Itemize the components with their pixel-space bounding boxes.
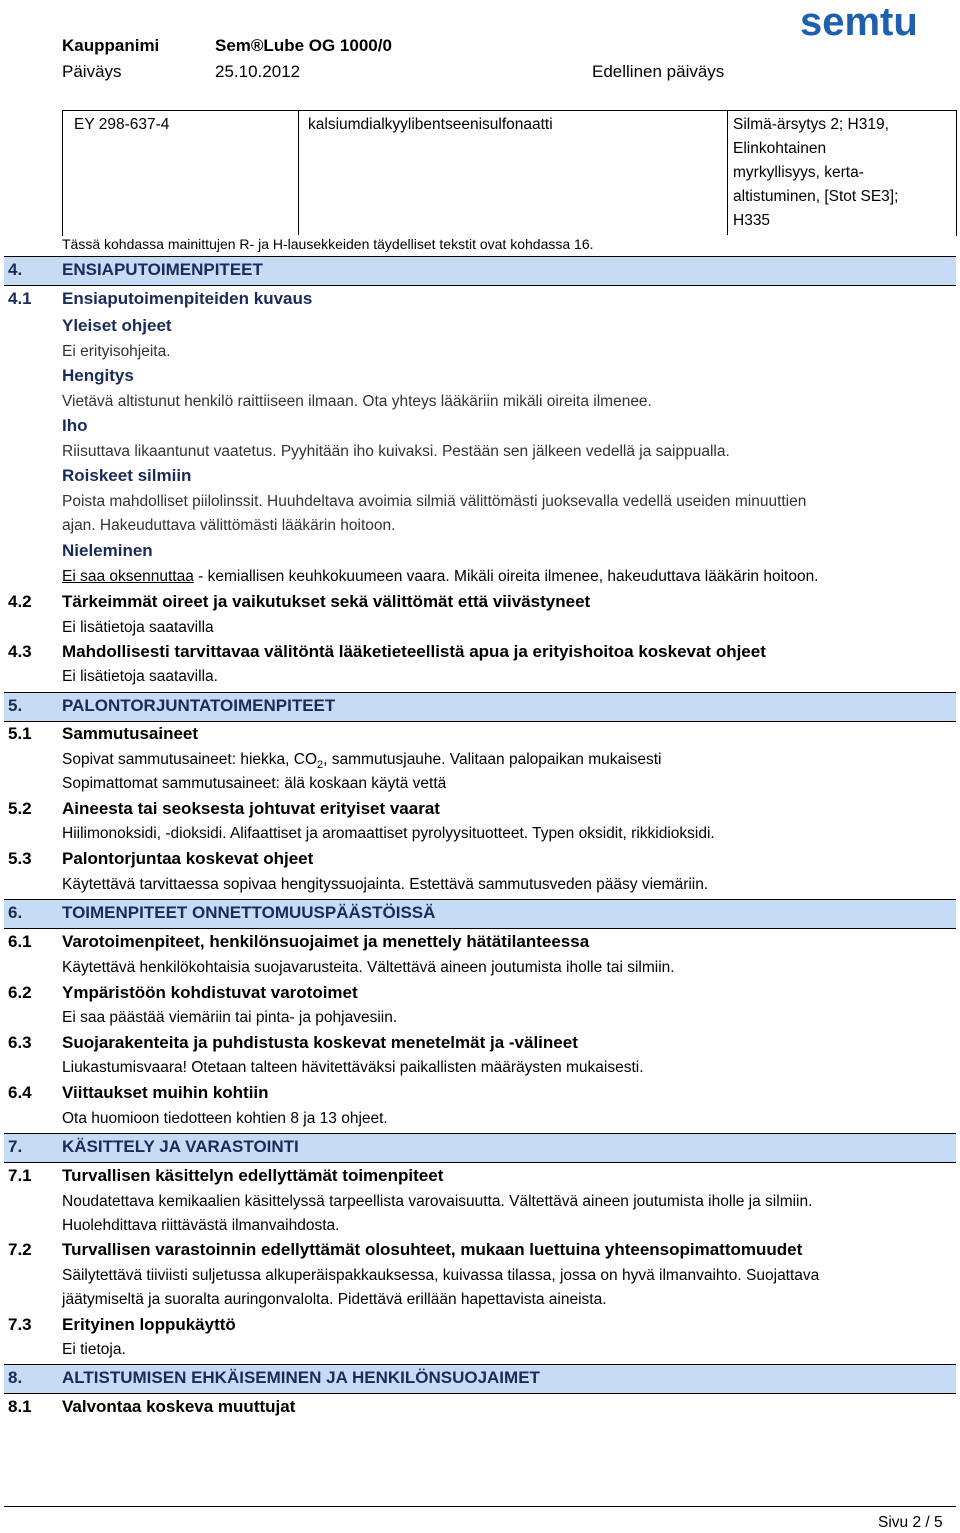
body-text: Ei lisätietoja saatavilla.: [62, 668, 218, 685]
body-text: Huolehdittava riittävästä ilmanvaihdosta.: [62, 1217, 340, 1234]
table-divider: [727, 110, 728, 235]
eyes-text: ajan. Hakeuduttava välittömästi lääkärin hoitoon.: [62, 517, 396, 534]
previous-date-label: Edellinen päiväys: [592, 62, 725, 81]
subsection-title: Varotoimenpiteet, henkilönsuojaimet ja menettely hätätilanteessa: [62, 932, 590, 951]
semtu-logo: semtu: [800, 0, 918, 44]
subsection-number: 6.3: [8, 1033, 32, 1052]
ingestion-warning: Ei saa oksennuttaa: [62, 568, 194, 585]
body-text: Sopimattomat sammutusaineet: älä koskaan käytä vettä: [62, 775, 447, 792]
subsection-title: Turvallisen käsittelyn edellyttämät toimenpiteet: [62, 1166, 444, 1185]
body-text: Säilytettävä tiiviisti suljetussa alkuperäispakkauksessa, kuivassa tilassa, jossa on hyvä ilmanvaihto. Suojattava: [62, 1267, 820, 1284]
subsection-title: Palontorjuntaa koskevat ohjeet: [62, 849, 314, 868]
trade-name-value: Sem®Lube OG 1000/0: [215, 36, 392, 55]
substance-name: kalsiumdialkyylibentseenisulfonaatti: [308, 116, 553, 133]
body-text: Käytettävä henkilökohtaisia suojavarusteita. Vältettävä aineen joutumista iholle tai silmiin.: [62, 959, 675, 976]
section-number: 8.: [8, 1368, 23, 1387]
hazard-line: Elinkohtainen: [733, 140, 827, 157]
section-number: 7.: [8, 1137, 23, 1156]
body-text: Ei saa päästää viemäriin tai pinta- ja pohjavesiin.: [62, 1009, 398, 1026]
trade-name-label: Kauppanimi: [62, 36, 160, 55]
subsection-number: 6.4: [8, 1083, 32, 1102]
subsection-title: Sammutusaineet: [62, 724, 199, 743]
ec-number: EY 298-637-4: [74, 116, 170, 133]
subsection-number: 6.2: [8, 983, 32, 1002]
table-divider: [298, 110, 299, 235]
ingestion-rest: - kemiallisen keuhkokuumeen vaara. Mikäli oireita ilmenee, hakeuduttava lääkärin hoitoon.: [193, 568, 819, 585]
body-text: Käytettävä tarvittaessa sopivaa hengityssuojainta. Estettävä sammutusveden pääsy viemäriin.: [62, 876, 709, 893]
subsection-title: Aineesta tai seoksesta johtuvat erityiset vaarat: [62, 799, 440, 818]
section-title: ENSIAPUTOIMENPITEET: [62, 260, 263, 279]
subsection-number: 5.1: [8, 724, 32, 743]
section-number: 4.: [8, 260, 23, 279]
subsection-number: 5.2: [8, 799, 32, 818]
inhalation-text: Vietävä altistunut henkilö raittiiseen ilmaan. Ota yhteys lääkäriin mikäli oireita ilmenee.: [62, 393, 652, 410]
body-text: Ei lisätietoja saatavilla: [62, 619, 214, 636]
subsection-number: 7.2: [8, 1240, 32, 1259]
text-part: Sopivat sammutusaineet: hiekka, CO: [62, 751, 318, 768]
section-title: ALTISTUMISEN EHKÄISEMINEN JA HENKILÖNSUOJAIMET: [62, 1368, 540, 1387]
subsection-title: Tärkeimmät oireet ja vaikutukset sekä välittömät että viivästyneet: [62, 592, 591, 611]
subsection-title: Viittaukset muihin kohtiin: [62, 1083, 269, 1102]
eyes-text: Poista mahdolliset piilolinssit. Huuhdeltava avoimia silmiä välittömästi juoksevalla vedellä useiden minuuttien: [62, 493, 807, 510]
subsection-title: Turvallisen varastoinnin edellyttämät olosuhteet, mukaan luettuina yhteensopimattomuudet: [62, 1240, 803, 1259]
subsection-number: 5.3: [8, 849, 32, 868]
section-title: KÄSITTELY JA VARASTOINTI: [62, 1137, 299, 1156]
section-8-header: [4, 1364, 956, 1394]
section-4-header: [4, 256, 956, 286]
section-5-header: [4, 692, 956, 722]
text-part: , sammutusjauhe. Valitaan palopaikan mukaisesti: [323, 751, 662, 768]
table-note: Tässä kohdassa mainittujen R- ja H-lausekkeiden täydelliset tekstit ovat kohdassa 16.: [62, 236, 594, 252]
body-text: jäätymiseltä ja suoralta auringonvalolta. Pidettävä erillään hapettavista aineista.: [62, 1291, 607, 1308]
subsection-title: Erityinen loppukäyttö: [62, 1315, 236, 1334]
subsection-title: Suojarakenteita ja puhdistusta koskevat menetelmät ja -välineet: [62, 1033, 578, 1052]
heading-inhalation: Hengitys: [62, 366, 134, 385]
hazard-line: Silmä-ärsytys 2; H319,: [733, 116, 889, 133]
subsection-title: Valvontaa koskeva muuttujat: [62, 1397, 296, 1416]
subsection-title: Mahdollisesti tarvittavaa välitöntä lääketieteellistä apua ja erityishoitoa koskevat ohjeet: [62, 642, 766, 661]
footer-rule: [4, 1506, 956, 1507]
ingestion-text: [62, 568, 819, 586]
section-7-header: [4, 1133, 956, 1163]
section-6-header: [4, 899, 956, 929]
body-text: Liukastumisvaara! Otetaan talteen hävitettäväksi paikallisten määräysten mukaisesti.: [62, 1059, 644, 1076]
subsection-number: 7.1: [8, 1166, 32, 1185]
hazard-line: H335: [733, 212, 771, 229]
heading-skin: Iho: [62, 416, 88, 435]
heading-ingestion: Nieleminen: [62, 541, 153, 560]
subsection-number: 4.2: [8, 592, 32, 611]
skin-text: Riisuttava likaantunut vaatetus. Pyyhitään iho kuivaksi. Pestään sen jälkeen vedellä ja saippualla.: [62, 443, 730, 460]
heading-general: Yleiset ohjeet: [62, 316, 172, 335]
subsection-number: 6.1: [8, 932, 32, 951]
body-text: Hiilimonoksidi, -dioksidi. Alifaattiset ja aromaattiset pyrolyysituotteet. Typen oksidit, rikkidioksidi.: [62, 825, 715, 842]
subsection-number: 4.3: [8, 642, 32, 661]
section-number: 5.: [8, 696, 23, 715]
body-text: Ota huomioon tiedotteen kohtien 8 ja 13 ohjeet.: [62, 1110, 388, 1127]
general-text: Ei erityisohjeita.: [62, 343, 171, 360]
subsection-title: Ympäristöön kohdistuvat varotoimet: [62, 983, 358, 1002]
section-title: TOIMENPITEET ONNETTOMUUSPÄÄSTÖISSÄ: [62, 903, 436, 922]
hazard-line: myrkyllisyys, kerta-: [733, 164, 864, 181]
body-text: Noudatettava kemikaalien käsittelyssä tarpeellista varovaisuutta. Vältettävä aineen joutumista iholle ja silmiin.: [62, 1193, 813, 1210]
page-number: Sivu 2 / 5: [878, 1514, 943, 1531]
heading-eyes: Roiskeet silmiin: [62, 466, 192, 485]
extinguishing-text: [62, 751, 661, 771]
section-title: PALONTORJUNTATOIMENPITEET: [62, 696, 336, 715]
date-value: 25.10.2012: [215, 62, 301, 81]
body-text: Ei tietoja.: [62, 1341, 126, 1358]
date-label: Päiväys: [62, 62, 122, 81]
hazard-line: altistuminen, [Stot SE3];: [733, 188, 899, 205]
subsection-number: 7.3: [8, 1315, 32, 1334]
subscript: 2: [317, 759, 324, 772]
section-number: 6.: [8, 903, 23, 922]
subsection-number: 8.1: [8, 1397, 32, 1416]
subsection-title: Ensiaputoimenpiteiden kuvaus: [62, 289, 313, 308]
subsection-number: 4.1: [8, 289, 32, 308]
